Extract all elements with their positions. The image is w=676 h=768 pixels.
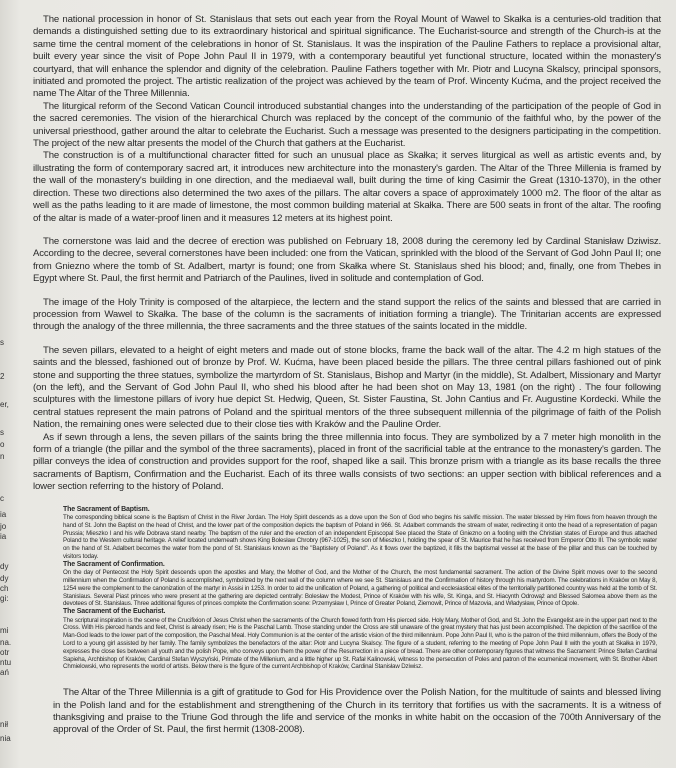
fragment: nia — [0, 734, 11, 743]
fragment: o — [0, 440, 5, 449]
fragment: ia — [0, 510, 7, 519]
fragment: dy — [0, 574, 9, 583]
paragraph-cornerstone: The cornerstone was laid and the decree of erection was published on February 18, 2008 during the ceremony led by Cardinal Stanisław Dziwisz. According to the decree, several cornerstones have been included: one from the Vatican, sprinkled with the blood of the Servant of God John Paul II; one from Gniezno where the tomb of St. Adalbert, martyr is found; one from Skałka where St. Stanislaus shed his blood; and, finally, one from Thebes in Egypt where St. Paul, the first hermit and Patriarch of the Paulines, lived in solitude and contemplation of God. — [33, 235, 661, 285]
sacraments-section — [63, 506, 657, 672]
fragment: s — [0, 428, 4, 437]
plaque-text — [33, 14, 661, 737]
fragment: ia — [0, 532, 7, 541]
adjacent-panel-fragment — [0, 0, 14, 768]
paragraph-procession: The national procession in honor of St. Stanislaus that sets out each year from the Royal Mount of Wawel to Skałka is a centuries-old tradition that demands a distinguished setting due to its extraordinary historical and spiritual significance. The Eucharist-source and strength of the Church-is at the same time the central moment of the celebrations in honor of St. Stanislaus. It was the inspiration of the Pauline Fathers to replace a provisional altar, built every year since the visit of Pope John Paul II in 1979, with a contemporary beautiful yet functional structure, located within the monastery's courtyard, that will enhance the splendor and dignity of the celebration. Pauline Fathers together with Mr. Piotr and Lucyna Skalscy, principal sponsors, initiated and promoted the project. The artistic realization of the project was achieved by the team of Prof. Wincenty Kućma, and the project received the name The Altar of the Three Millennia. — [33, 14, 661, 100]
fragment: er, — [0, 400, 9, 409]
paragraph-construction: The construction is of a multifunctional character fitted for such an unusual place as Skałka; it serves liturgical as well as artistic events and, by illustrating the form of contemporary sacred art, it introduces new architecture into the monastery's garden. The Altar of the Three Millenia is framed by the wall of the monastery's building in one direction, and the mediaeval wall, built during the time of king Casimir the Great (1310-1370), in the other direction. These two directions also determined the two axes of the pillars. The altar covers a space of approximately 1000 m2. The floor of the altar as well as the paths leading to it are made of limestone, the most common building material at Skałka. There are 500 seats in front of the altar. The roofing of the altar is made of a water-proof linen and it measures 12 meters at its highest point. — [33, 150, 661, 224]
sacrament-eucharist-text: The scriptural inspiration is the scene of the Crucifixion of Jesus Christ when the sacraments of the Church flowed forth from His pierced side. Holy Mary, Mother of God, and St. John the Evangelist are in the upper part next to the Cross. With His pierced hands and feet, Christ is already risen; He is the Paschal Lamb. Those standing under the Cross are still unaware of the great mystery that has just been accomplished. The depiction of the sacrifice of the Man-God leads to the lower part of the composition, the Paschal Meal. Holy Communion is at the center of the artistic vision of the third millennium. Pope John Paul II, who is the patron of the third millennium, offers the Body of the Lord to a young girl assisted by her family. The family symbolizes the benefactors of the altar: Piotr and Lucyna Skalscy. The figure of a student, referring to the meeting of Pope John Paul II with the youth at Skałka in 1979, expresses the close ties between all youth and the polish Pope, who conveys upon them the power of the Resurrection in a piece of bread. There are other contemporary figures that witness the Sacrament: Prince Stefan Cardinal Sapieha, Archbishop of Kraków, Cardinal Stefan Wyszyński, Primate of the Millenium, and a little higher up St. Rafał Kalinowski, witness to the persecution of Poles and patron of the ecumenical movement, with St. Brother Albert Chmielowski, who represents the world of artists. Below there is the figure of the current Archbishop of Kraków, Cardinal Stanisław Dziwisz. — [63, 616, 657, 671]
fragment: jo — [0, 522, 7, 531]
fragment: ań — [0, 668, 9, 677]
fragment: gi: — [0, 594, 9, 603]
fragment: s — [0, 338, 4, 347]
paragraph-seven-pillars: The seven pillars, elevated to a height of eight meters and made out of stone blocks, frame the back wall of the altar. The 4.2 m high statues of the saints and the blessed, fashioned out of bronze by Prof. W. Kućma, have been placed beside the pillars. The three central pillars fashioned out of pink stone and supporting the three statues, symbolize the martyrdom of St. Stanislaus, Bishop and Martyr (in the middle), St. Adalbert, Missionary and Martyr (on the left), and the Servant of God John Paul II, who shed his blood after he had been shot on May 13, 1981 (on the right) . The four following sculptures with the limestone pillars of ivory hue depict St. Hedwig, Queen, St. Sister Faustina, St. John Cantius and Fr. Augustine Kordecki. While the central statues represent the main patrons of Poland and the spiritual mentors of the three subsequent millennia of the pilgrimage of faith of the Polish Nation, the remaining ones were selected due to their close ties with Kraków and the Pauline Order. — [33, 344, 661, 431]
fragment: otr — [0, 648, 10, 657]
paragraph-holy-trinity: The image of the Holy Trinity is composed of the altarpiece, the lectern and the stand support the relics of the saints and blessed that are carried in procession from Wawel to Skałka. The base of the column is the sacraments of initiation forming a triangle). The Trinitarian accents are expressed through the analogy of the three millennia, the three sacraments and the three statues of the saints located in the middle. — [33, 296, 661, 333]
sacrament-baptism-heading: The Sacrament of Baptism. — [63, 505, 150, 513]
paragraph-closing: The Altar of the Three Millennia is a gift of gratitude to God for His Providence over the Polish Nation, for the multitude of saints and blessed living in the Polish land and for the establishment and strengthening of the Church in its territory that fortifies us with the sacraments. It is a witness of thanksgiving and praise to the Triune God through the life and service of the monks in white habit on the occasion of the 700th Anniversary of the approval of the Order of St. Paul, the first hermit (1308-2008). — [53, 687, 661, 736]
fragment: c — [0, 494, 4, 503]
fragment: ch — [0, 584, 9, 593]
paragraph-liturgical-reform: The liturgical reform of the Second Vatican Council introduced substantial changes into the understanding of the participation of the people of God in the sacred ceremonies. The vision of the hierarchical Church was replaced by the concept of the communio of the faithful who, by the power of the universal priesthood, gather around the altar to celebrate the Eucharist. Such a message was presented to the designers participating in the competition. The project of the new altar presents the model of the Church that gathers at the Eucharist. — [33, 100, 661, 150]
fragment: 2 — [0, 372, 5, 381]
fragment: mi — [0, 626, 9, 635]
sacrament-eucharist-heading: The Sacrament of the Eucharist. — [63, 608, 166, 616]
fragment: dy — [0, 562, 9, 571]
fragment: n — [0, 452, 5, 461]
paragraph-monolith: As if sewn through a lens, the seven pillars of the saints bring the three millennia into focus. They are symbolized by a 7 meter high monolith in the form of a triangle (the pillar and the symbol of the three sacraments), placed in front of the sacrificial table at the entrance to the monastery's garden. The pillar conveys the idea of construction and provides support for the roof, shaped like a sail. This bronze prism with a triangle as its base recalls the three sacraments of Baptism, Confirmation and the Eucharist. Each of its three walls consists of two sections: an upper section with biblical references and a lower section referring to the history of Poland. — [33, 431, 661, 493]
fragment: na. — [0, 638, 12, 647]
sacrament-confirmation-heading: The Sacrament of Confirmation. — [63, 560, 165, 568]
sacrament-confirmation-text: On the day of Pentecost the Holy Spirit descends upon the apostles and Mary, the Mother of God, and the Mother of the Church, the most fundamental sacrament. The action of the Divine Spirit moves over to the second millennium when the Confirmation of Poland is accomplished, symbolized by the next wall of the column where we see St. Stanislaus and the Confirmation of history through his martyrdom. The celebrations in Kraków on May 8, 1254 were the complement to the canonization of the martyr in Assisi in 1253. In order to aid the unification of Poland, a gathering of political and ecclesiastical elites of the territorially partitioned country was held at the tomb of St. Stanislaus. Several Piast princes who were present at the gathering are depicted centrally: Bolesław the Modest, Prince of Kraków with his wife, St. Kinga, and St. Hiacynth Odrowąż and Blessed Salomea above them as the devotees of St. Stanislaus. Three additional figures of princes complete the Confirmation scene: Przemysław I, Prince of Greater Poland, Ziemowit, Prince of Mazovia, and Władysław, Prince of Opole. — [63, 569, 657, 608]
fragment: ntu — [0, 658, 12, 667]
sacrament-baptism-text: The corresponding biblical scene is the Baptism of Christ in the River Jordan. The Holy Spirit descends as a dove upon the Son of God who begins his salvific mission. The water blessed by Him flows from heaven through the hand of St. John the Baptist on the head of Christ, and the lower part of the composition depicts the baptism of Poland in 966. St. Adalbert commands the stream of water, redirecting it onto the head of a representation of pagan Prussia; Mieszko I and his wife Dobrava stand nearby. The baptism of the ruler and the erection of an independent Episcopal See placed the State of Gniezno on a footing with the Christian states of Europe and thus attached Poland to the Western cultural heritage. A relief located underneath shows King Bolesław Chrobry (967-1025), the son of Mieszko I, holding the spear of St. Maurice that he has received from Emperor Otto III. The symbolic water on the hand of St. Adalbert becomes the water from the pond of St. Stanislaus known as the "Baptistery of Poland". As it flows over the baptized, it fills the baptismal vessel at the base of the pillar and thus can be touched by visitors today. — [63, 514, 657, 561]
fragment: nił — [0, 720, 9, 729]
